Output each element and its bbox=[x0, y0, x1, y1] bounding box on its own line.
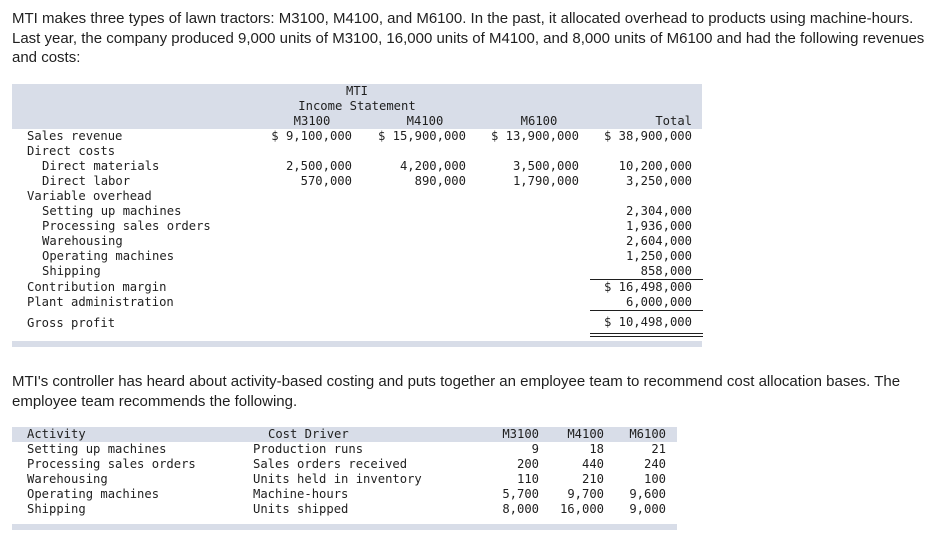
income-statement bbox=[12, 84, 702, 348]
operating-total: 1,250,000 bbox=[625, 249, 692, 263]
controller-paragraph: MTI's controller has heard about activity-based costing and puts together an employee team to recommend cost allocation bases. The employee team recommends the following. bbox=[12, 373, 901, 410]
gross-profit-total: $ 10,498,000 bbox=[603, 315, 692, 329]
abc-row-m4100: 18 bbox=[589, 442, 604, 456]
abc-row-m6100: 100 bbox=[643, 472, 666, 486]
abc-table bbox=[12, 427, 677, 531]
gross-profit-double-underline-top bbox=[590, 333, 703, 334]
statement-title: Income Statement bbox=[298, 99, 416, 113]
abc-row-activity: Setting up machines bbox=[27, 442, 167, 456]
shipping-total: 858,000 bbox=[640, 264, 692, 278]
statement-company: MTI bbox=[345, 84, 368, 98]
abc-row-activity: Operating machines bbox=[27, 487, 160, 501]
column-header-m3100: M3100 bbox=[293, 114, 331, 128]
abc-header-m6100: M6100 bbox=[629, 427, 666, 441]
sales-revenue-label: Sales revenue bbox=[27, 129, 123, 143]
abc-row-m3100: 110 bbox=[516, 472, 539, 486]
setting-up-total: 2,304,000 bbox=[625, 204, 692, 218]
abc-header-activity: Activity bbox=[27, 427, 86, 441]
column-header-m4100: M4100 bbox=[406, 114, 444, 128]
plant-admin-underline bbox=[590, 310, 703, 311]
abc-row-m6100: 9,600 bbox=[629, 487, 666, 501]
income-statement-footer-band bbox=[12, 341, 702, 347]
sales-revenue-total: $ 38,900,000 bbox=[603, 129, 692, 143]
direct-materials-m3100: 2,500,000 bbox=[285, 159, 352, 173]
abc-header-cost-driver: Cost Driver bbox=[268, 427, 349, 441]
variable-overhead-label: Variable overhead bbox=[27, 189, 152, 203]
abc-row-m3100: 200 bbox=[516, 457, 539, 471]
abc-row-m3100: 5,700 bbox=[502, 487, 539, 501]
processing-total: 1,936,000 bbox=[625, 219, 692, 233]
abc-row-m3100: 9 bbox=[531, 442, 539, 456]
direct-labor-m3100: 570,000 bbox=[300, 174, 352, 188]
plant-admin-total: 6,000,000 bbox=[625, 295, 692, 309]
abc-row-driver: Production runs bbox=[253, 442, 364, 456]
abc-row-activity: Warehousing bbox=[27, 472, 108, 486]
abc-row-m6100: 21 bbox=[651, 442, 666, 456]
direct-labor-label: Direct labor bbox=[42, 174, 131, 188]
sales-revenue-m6100: $ 13,900,000 bbox=[490, 129, 579, 143]
abc-row-m4100: 210 bbox=[581, 472, 604, 486]
setting-up-label: Setting up machines bbox=[42, 204, 182, 218]
abc-row-driver: Units shipped bbox=[253, 502, 349, 516]
plant-admin-label: Plant administration bbox=[27, 295, 174, 309]
warehousing-total: 2,604,000 bbox=[625, 234, 692, 248]
abc-row-m6100: 9,000 bbox=[629, 502, 666, 516]
column-header-total: Total bbox=[655, 114, 692, 128]
abc-row-activity: Processing sales orders bbox=[27, 457, 196, 471]
direct-materials-total: 10,200,000 bbox=[618, 159, 692, 173]
contribution-margin-label: Contribution margin bbox=[27, 280, 167, 294]
abc-row-m4100: 9,700 bbox=[567, 487, 604, 501]
abc-row-m4100: 440 bbox=[581, 457, 604, 471]
abc-row-activity: Shipping bbox=[27, 502, 86, 516]
direct-materials-m4100: 4,200,000 bbox=[399, 159, 466, 173]
contribution-margin-total: $ 16,498,000 bbox=[603, 280, 692, 294]
abc-header-m4100: M4100 bbox=[567, 427, 604, 441]
abc-row-driver: Machine-hours bbox=[253, 487, 349, 501]
direct-labor-m4100: 890,000 bbox=[414, 174, 466, 188]
direct-materials-m6100: 3,500,000 bbox=[512, 159, 579, 173]
abc-row-driver: Sales orders received bbox=[253, 457, 408, 471]
sales-revenue-m4100: $ 15,900,000 bbox=[377, 129, 466, 143]
column-header-m6100: M6100 bbox=[520, 114, 558, 128]
warehousing-label: Warehousing bbox=[42, 234, 123, 248]
abc-table-footer-band bbox=[12, 524, 677, 530]
abc-row-driver: Units held in inventory bbox=[253, 472, 422, 486]
abc-row-m6100: 240 bbox=[643, 457, 666, 471]
abc-row-m3100: 8,000 bbox=[502, 502, 539, 516]
sales-revenue-m3100: $ 9,100,000 bbox=[271, 129, 352, 143]
gross-profit-double-underline-bottom bbox=[590, 336, 703, 337]
processing-label: Processing sales orders bbox=[42, 219, 211, 233]
gross-profit-label: Gross profit bbox=[27, 316, 116, 330]
direct-labor-total: 3,250,000 bbox=[625, 174, 692, 188]
shipping-label: Shipping bbox=[42, 264, 101, 278]
direct-costs-label: Direct costs bbox=[27, 144, 116, 158]
abc-row-m4100: 16,000 bbox=[559, 502, 604, 516]
operating-label: Operating machines bbox=[42, 249, 175, 263]
abc-header-m3100: M3100 bbox=[502, 427, 539, 441]
direct-labor-m6100: 1,790,000 bbox=[512, 174, 579, 188]
intro-paragraph: MTI makes three types of lawn tractors: M3100, M4100, and M6100. In the past, it allocated overhead to products using machine-hours. Last year, the company produced 9,000 units of M3100, 16,000 units of M4100, and 8,000 units of M6100 and had the following revenues and costs: bbox=[12, 10, 925, 66]
direct-materials-label: Direct materials bbox=[42, 159, 160, 173]
